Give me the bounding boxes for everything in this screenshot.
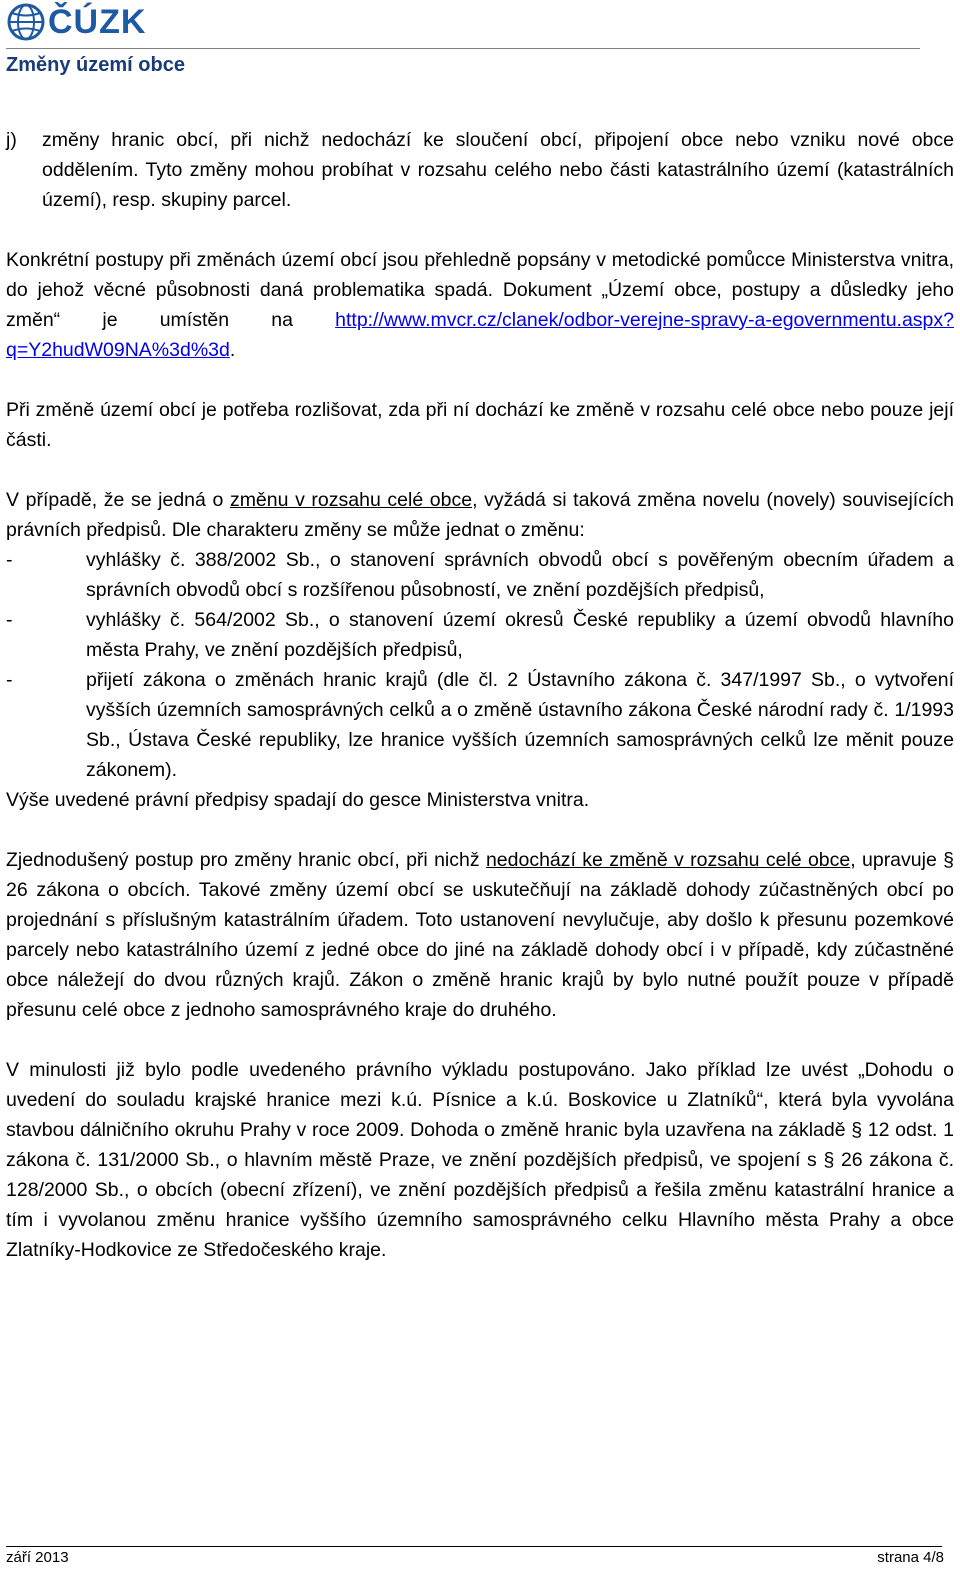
header-divider [6,48,920,49]
list-item [6,545,954,605]
dash-marker: - [6,549,13,571]
paragraph-whole-municipality [6,485,954,545]
globe-icon [6,2,46,42]
paragraph-example: V minulosti již bylo podle uvedeného právního výkladu postupováno. Jako příklad lze uvést „Dohodu o uvedení do souladu krajské hranice mezi k.ú. Písnice a k.ú. Boskovice u Zlatníků“, která byla vyvolána stavbou dálničního okruhu Prahy v roce 2009. Dohoda o změně hranic byla uzavřena na základě § 12 odst. 1 zákona č. 131/2000 Sb., o hlavním městě Praze, ve znění pozdějších předpisů, ve spojení s § 26 zákona č. 128/2000 Sb., o obcích (obecní zřízení), ve znění pozdějších předpisů a řešila změnu katastrální hranice a tím i vyvolanou změnu hranice vyššího územního samosprávného celku Hlavního města Prahy a obce Zlatníky-Hodkovice ze Středočeského kraje. [6,1059,954,1261]
mvcr-link[interactable]: http://www.mvcr.cz/clanek/odbor-verejne-spravy-a-egovernmentu.aspx?q=Y2hudW09NA%3d%3d [6,309,954,361]
paragraph-text: V případě, že se jedná o [6,489,230,511]
footer-date: září 2013 [6,1549,69,1566]
cuzk-logo [6,2,146,42]
list-item [6,605,954,665]
list-item-text: vyhlášky č. 388/2002 Sb., o stanovení správních obvodů obcí s pověřeným obecním úřadem a správních obvodů obcí s rozšířenou působností, ve znění pozdějších předpisů, [86,549,954,601]
logo-text: ČÚZK [48,3,147,41]
paragraph-end: . [229,339,236,361]
dash-marker: - [6,609,13,631]
footer-divider [6,1546,942,1547]
list-item-text: změny hranic obcí, při nichž nedochází ke sloučení obcí, připojení obce nebo vzniku nové obce oddělením. Tyto změny mohou probíhat v rozsahu celého nebo části katastrálního území (katastrálních území), resp. skupiny parcel. [42,129,954,211]
document-title: Změny území obce [6,54,185,76]
dash-marker: - [6,669,13,691]
page-header [0,0,960,80]
list-item-text: přijetí zákona o změnách hranic krajů (dle čl. 2 Ústavního zákona č. 347/1997 Sb., o vytvoření vyšších územních samosprávných celků a o změně ústavního zákona České národní rady č. 1/1993 Sb., Ústava České republiky, lze hranice vyšších územních samosprávných celků lze měnit pouze zákonem). [86,669,954,781]
underlined-phrase: nedochází ke změně v rozsahu celé obce [485,849,851,871]
paragraph-distinguish: Při změně území obcí je potřeba rozlišovat, zda při ní dochází ke změně v rozsahu celé obce nebo pouze její části. [6,399,954,451]
paragraph-text: , vyžádá si taková změna novelu (novely) souvisejících právních předpisů. Dle charakteru změny se může jednat o změnu: [6,489,954,541]
list-item [6,665,954,785]
paragraph-ministry: Výše uvedené právní předpisy spadají do gesce Ministerstva vnitra. [6,789,590,811]
paragraph-text: Zjednodušený postup pro změny hranic obcí, při nichž [6,849,486,871]
paragraph-text: Konkrétní postupy při změnách území obcí jsou přehledně popsány v metodické pomůcce Ministerstva vnitra, do jehož věcné působnosti daná problematika spadá. Dokument „Území obce, postupy a důsledky jeho změn“ je umístěn na [6,249,954,331]
paragraph-text: , upravuje § 26 zákona o obcích. Takové změny území obcí se uskutečňují na základě dohody zúčastněných obcí po projednání s příslušným katastrálním úřadem. Toto ustanovení nevylučuje, aby došlo k přesunu pozemkové parcely nebo katastrálního území z jedné obce do jiné na základě dohody obcí i v případě, kdy zúčastněné obce náležejí do dvou různých krajů. Zákon o změně hranic krajů by bylo nutné použít pouze v případě přesunu celé obce z jednoho samosprávného kraje do druhého. [6,849,954,1021]
document-body [6,125,954,1265]
page-number: strana 4/8 [877,1549,944,1566]
list-item-text: vyhlášky č. 564/2002 Sb., o stanovení území okresů České republiky a území obvodů hlavního města Prahy, ve znění pozdějších předpisů, [86,609,954,661]
list-marker: j) [6,129,17,151]
paragraph-methodology [6,245,954,365]
underlined-phrase: změnu v rozsahu celé obce [229,489,473,511]
paragraph-simplified-procedure [6,845,954,1025]
list-item-j [6,125,954,215]
regulations-list [6,545,954,785]
